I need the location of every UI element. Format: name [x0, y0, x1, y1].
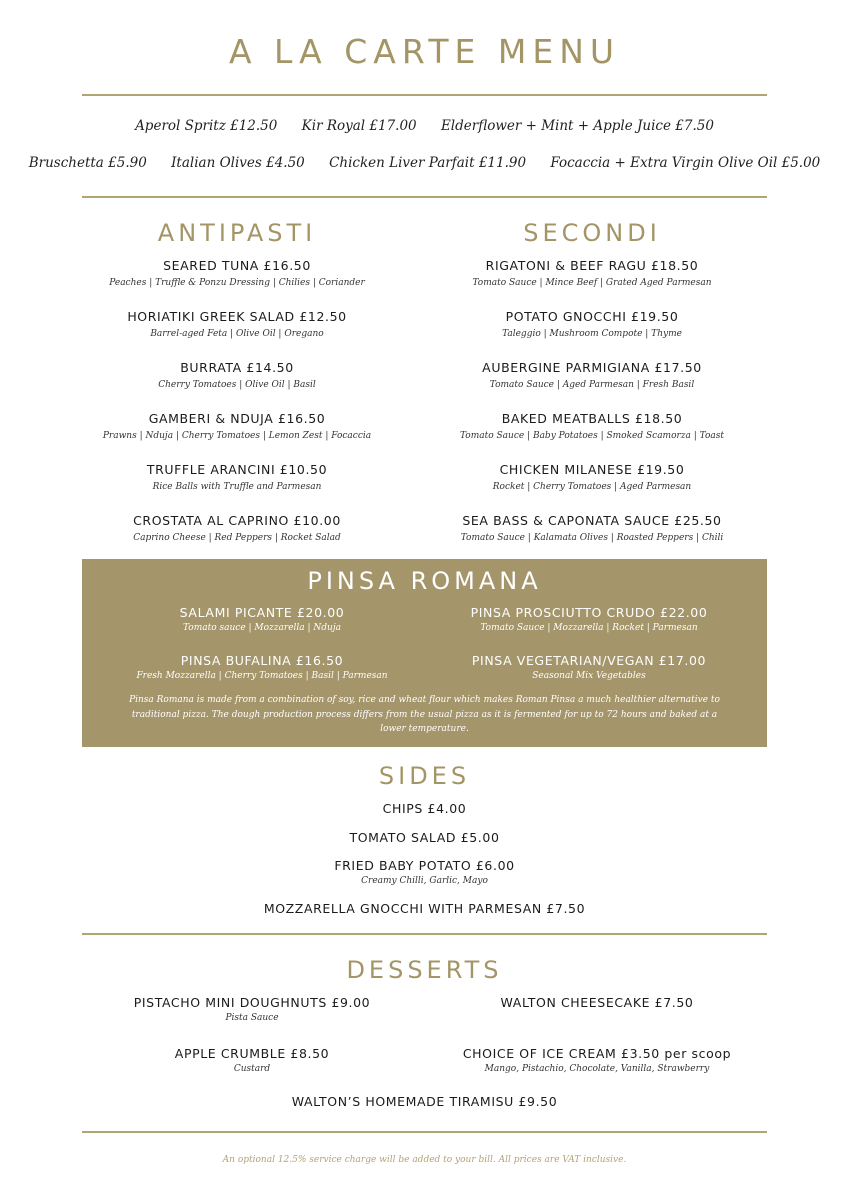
drink-item: Aperol Spritz £12.50 [135, 118, 278, 134]
item-description: Taleggio | Mushroom Compote | Thyme [502, 329, 682, 339]
item-name: HORIATIKI GREEK SALAD £12.50 [127, 309, 347, 324]
menu-item [407, 309, 777, 339]
item-description: Prawns | Nduja | Cherry Tomatoes | Lemon Zest | Focaccia [102, 431, 372, 441]
page-title: A LA CARTE MENU [228, 32, 621, 71]
item-description: Tomato Sauce | Mince Beef | Grated Aged Parmesan [472, 278, 712, 288]
desserts-heading: DESSERTS [346, 956, 503, 984]
nibbles-row [0, 155, 849, 171]
sides-heading: SIDES [378, 762, 471, 790]
divider [82, 1131, 767, 1133]
item-description: Fresh Mozzarella | Cherry Tomatoes | Basil | Parmesan [136, 671, 388, 681]
item-description: Peaches | Truffle & Ponzu Dressing | Chilies | Coriander [109, 278, 365, 288]
item-description: Mango, Pistachio, Chocolate, Vanilla, Strawberry [484, 1064, 710, 1074]
item-name: WALTON’S HOMEMADE TIRAMISU £9.50 [291, 1094, 558, 1109]
item-description: Rice Balls with Truffle and Parmesan [152, 482, 322, 492]
item-name: PINSA VEGETARIAN/VEGAN £17.00 [471, 653, 707, 668]
divider [82, 94, 767, 96]
menu-item [407, 513, 777, 543]
item-description: Tomato Sauce | Baby Potatoes | Smoked Scamorza | Toast [459, 431, 724, 441]
pinsa-section [82, 559, 767, 747]
item-name: APPLE CRUMBLE £8.50 [174, 1046, 330, 1061]
drinks-row [0, 118, 849, 134]
menu-item [407, 411, 777, 441]
antipasti-heading: ANTIPASTI [157, 219, 317, 247]
item-name: PINSA PROSCIUTTO CRUDO £22.00 [470, 605, 708, 620]
menu-item [112, 605, 412, 633]
menu-item [434, 605, 744, 633]
menu-item [407, 258, 777, 288]
pinsa-note: Pinsa Romana is made from a combination of soy, rice and wheat flour which makes Roman Pinsa a much healthier alternative to traditional pizza. The dough production process differs from the usual pizza as it is fermented for up to 72 hours and baked at a lower temperature. [129, 695, 720, 734]
item-description: Tomato Sauce | Mozzarella | Rocket | Parmesan [480, 623, 698, 633]
menu-item [407, 360, 777, 390]
item-name: TOMATO SALAD £5.00 [349, 830, 500, 845]
item-name: FRIED BABY POTATO £6.00 [334, 858, 515, 873]
menu-item [82, 1046, 422, 1074]
secondi-heading: SECONDI [523, 219, 661, 247]
drink-item: Elderflower + Mint + Apple Juice £7.50 [440, 118, 714, 134]
menu-item [0, 830, 849, 845]
menu-item [112, 653, 412, 681]
nibble-item: Focaccia + Extra Virgin Olive Oil £5.00 [550, 155, 821, 171]
item-name: PINSA BUFALINA £16.50 [180, 653, 344, 668]
item-description: Pista Sauce [225, 1013, 279, 1023]
menu-item [0, 858, 849, 886]
item-name: CHOICE OF ICE CREAM £3.50 per scoop [462, 1046, 732, 1061]
item-description: Custard [233, 1064, 271, 1074]
menu-item [52, 462, 422, 492]
menu-item [82, 995, 422, 1023]
item-name: POTATO GNOCCHI £19.50 [505, 309, 679, 324]
divider [82, 933, 767, 935]
nibble-item: Chicken Liver Parfait £11.90 [329, 155, 527, 171]
menu-item [427, 1046, 767, 1074]
item-name: SALAMI PICANTE £20.00 [179, 605, 345, 620]
menu-item [52, 360, 422, 390]
item-description: Rocket | Cherry Tomatoes | Aged Parmesan [492, 482, 692, 492]
menu-item [52, 309, 422, 339]
menu-item [52, 258, 422, 288]
menu-item [0, 801, 849, 816]
item-description: Tomato Sauce | Aged Parmesan | Fresh Basil [489, 380, 695, 390]
item-description: Creamy Chilli, Garlic, Mayo [361, 876, 488, 886]
service-charge-note: An optional 12.5% service charge will be added to your bill. All prices are VAT inclusive. [222, 1155, 627, 1165]
item-description: Caprino Cheese | Red Peppers | Rocket Salad [133, 533, 341, 543]
item-name: SEARED TUNA £16.50 [163, 258, 311, 273]
item-name: SEA BASS & CAPONATA SAUCE £25.50 [462, 513, 722, 528]
item-description: Seasonal Mix Vegetables [532, 671, 646, 681]
item-name: CHIPS £4.00 [382, 801, 467, 816]
item-name: GAMBERI & NDUJA £16.50 [148, 411, 326, 426]
nibble-item: Bruschetta £5.90 [28, 155, 147, 171]
item-name: AUBERGINE PARMIGIANA £17.50 [482, 360, 702, 375]
menu-item [434, 653, 744, 681]
menu-item [427, 995, 767, 1010]
menu-item [0, 1094, 849, 1109]
item-name: WALTON CHEESECAKE £7.50 [500, 995, 694, 1010]
item-description: Tomato Sauce | Kalamata Olives | Roasted Peppers | Chili [460, 533, 724, 543]
item-name: TRUFFLE ARANCINI £10.50 [146, 462, 328, 477]
nibble-item: Italian Olives £4.50 [171, 155, 305, 171]
menu-item [52, 411, 422, 441]
item-name: CROSTATA AL CAPRINO £10.00 [133, 513, 341, 528]
item-description: Tomato sauce | Mozzarella | Nduja [183, 623, 341, 633]
item-name: BAKED MEATBALLS £18.50 [501, 411, 683, 426]
item-name: MOZZARELLA GNOCCHI WITH PARMESAN £7.50 [263, 901, 586, 916]
item-description: Barrel-aged Feta | Olive Oil | Oregano [150, 329, 324, 339]
item-name: RIGATONI & BEEF RAGU £18.50 [485, 258, 699, 273]
item-name: PISTACHO MINI DOUGHNUTS £9.00 [133, 995, 371, 1010]
item-name: BURRATA £14.50 [180, 360, 294, 375]
menu-item [52, 513, 422, 543]
menu-item [407, 462, 777, 492]
item-name: CHICKEN MILANESE £19.50 [499, 462, 685, 477]
divider [82, 196, 767, 198]
item-description: Cherry Tomatoes | Olive Oil | Basil [158, 380, 316, 390]
pinsa-heading: PINSA ROMANA [307, 567, 542, 595]
menu-item [0, 901, 849, 916]
drink-item: Kir Royal £17.00 [301, 118, 417, 134]
